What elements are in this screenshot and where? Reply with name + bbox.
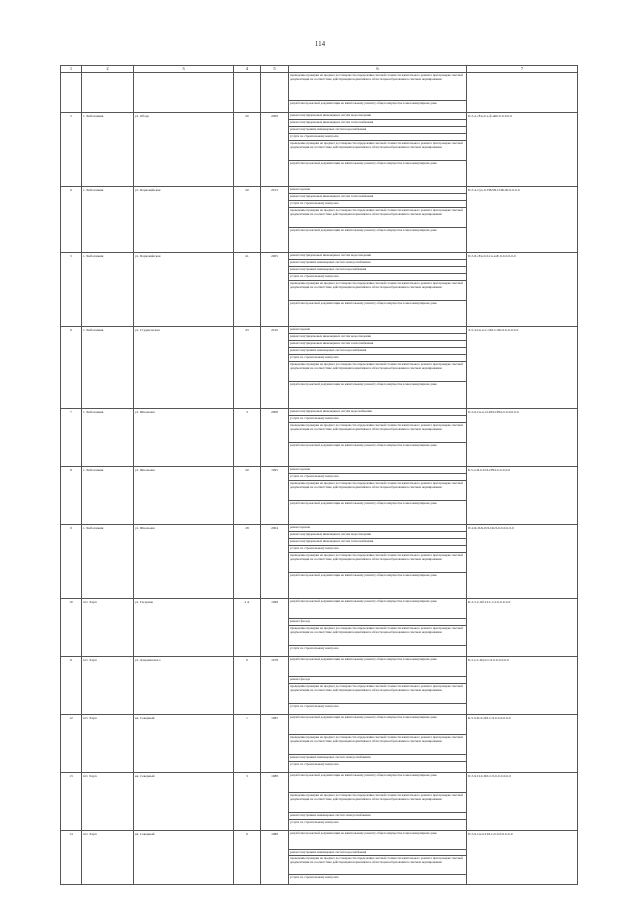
work-item: проведение проверки на предмет достоверности определения сметной стоимости капитального ремонта при проверке сметной документации на соответствие действующим нормативам в области ценообразования в сметном нормировании [289,73,466,101]
code-cell: Б-3-2-С-Щ-0-СЛ-0-0-0-0-0-0 [466,657,577,714]
work-item: разработка проектной документации на капитальному ремонту общего имущества в многоквартирном доме [290,573,437,577]
row-number: 12 [69,716,73,720]
works-cell [288,715,466,772]
work-item: ремонт внутренних инженерных систем электроснабжения [289,813,466,820]
code-cell: К-5-9-П-0-ПЛ-СЛ-0-0-0-0-0-0 [466,715,577,772]
table-row [61,525,577,599]
work-item: ремонт внутридомовых инженерных систем теплоснабжения [289,341,466,348]
house-cell: 20 [233,467,260,524]
table-row [61,409,577,467]
settlement-cell: пгт. Харп [81,599,133,656]
street-cell: ул. Школьная [133,525,233,598]
street-cell: ул. Первомайская [133,253,233,326]
works-cell [288,657,466,714]
work-item: разработка проектной документации на капитальному ремонту общего имущества в многоквартирном доме [289,831,466,850]
header-col-4: 4 [233,66,260,72]
work-item: ремонт внутридомовых инженерных систем водоснабжения [289,409,466,416]
works-cell [288,327,466,408]
house-cell: 6 [233,831,260,884]
street-cell: ул. Школьная [133,409,233,466]
year-cell: 1995 [260,467,288,524]
settlement-cell: пгт. Харп [81,657,133,714]
house-cell: 6 [233,657,260,714]
work-item: услуги по строительному контролю [289,134,466,141]
table-row [61,715,577,773]
work-item: ремонт внутридомовых инженерных систем теплоснабжения [289,120,466,127]
work-item: разработка проектной документации на капитальному ремонту общего имущества в многоквартирном доме [289,599,466,619]
row-number: 10 [69,600,73,604]
settlement-cell: г. Любохмыня [81,409,133,466]
street-cell: ул. Дзержинского [133,657,233,714]
work-item: услуги по строительному контролю [290,875,339,879]
settlement-cell: г. Любохмыня [81,525,133,598]
works-cell [288,409,466,466]
table-header-row [61,66,577,73]
house-cell: 2 А [233,599,260,656]
work-item: услуги по строительному контролю [290,704,339,708]
work-item: проведение проверки на предмет достоверности определения сметной стоимости капитального ремонта при проверке сметной документации на соответствие действующим нормативам в области ценообразования в сметном нормировании [289,481,466,501]
table-row [61,187,577,253]
work-item: разработка проектной документации на капитальному ремонту общего имущества в многоквартирном доме [290,101,437,105]
header-col-3: 3 [133,66,233,72]
house-cell: 1 [233,715,260,772]
work-item: ремонт фасада [289,619,466,626]
code-cell [466,73,577,112]
street-cell: ул. Первомайская [133,187,233,252]
settlement-cell: пгт. Харп [81,715,133,772]
continuation-row [61,73,577,113]
row-number: 7 [70,410,72,414]
work-item: разработка проектной документации на капитальному ремонту общего имущества в многоквартирном доме [290,301,437,305]
header-col-2: 2 [81,66,133,72]
work-item: ремонт кровли [289,327,466,334]
work-item: ремонт внутренних инженерных систем водоснабжения [289,850,466,856]
house-cell: 43 [233,327,260,408]
settlement-cell: г. Любохмыня [81,467,133,524]
table-row [61,773,577,831]
empty-cell [61,73,81,112]
house-cell: 20 [233,113,260,186]
table-row [61,467,577,525]
page-number: 114 [314,40,326,48]
works-cell [288,831,466,884]
year-cell: 1978 [260,657,288,714]
code-cell: Б-5-4-П-0-ПЛ-СВО-0-0-0-0-0 [466,467,577,524]
table-row [61,113,577,187]
street-cell: кв. Северный [133,831,233,884]
work-item: ремонт внутренних инженерных систем электроснабжения [289,755,466,762]
work-item: проведение проверки на предмет достоверности определения сметной стоимости капитального ремонта при проверке сметной документации на соответствие действующим нормативам в области ценообразования в сметном нормировании [289,208,466,228]
work-item: разработка проектной документации на капитальному ремонту общего имущества в многоквартирном доме [289,715,466,735]
work-item: услуги по строительному контролю [290,762,339,766]
work-item: проведение проверки на предмет достоверности определения сметной стоимости капитального ремонта при проверке сметной документации на соответствие действующим нормативам в области ценообразования в сметном нормировании [289,281,466,301]
works-cell [288,113,466,186]
year-cell: 1988 [260,831,288,884]
house-cell: 41 [233,253,260,326]
table-row [61,327,577,409]
work-item: проведение проверки на предмет достоверности определения сметной стоимости капитального ремонта при проверке сметной документации на соответствие действующим нормативам в области ценообразования в сметном нормировании [289,793,466,813]
work-item: услуги по строительному контролю [290,820,339,824]
work-item: услуги по строительному контролю [289,355,466,362]
year-cell: 2004 [260,525,288,598]
street-cell: ул. Студенческая [133,327,233,408]
work-item: ремонт внутренних инженерных систем водоснабжения [289,127,466,134]
code-cell: П-5-8-сЕн-0-0-гн-ааЕ-0-0-0-0-0-0 [466,253,577,326]
works-cell [288,187,466,252]
code-cell: К-3-5-С-Бб-П-С-Сл-0-0-0-0-0 [466,599,577,656]
code-cell: Э-5-4-Сн-п-С-ПЛ-СЛО-0-0-0-0-0-0 [466,327,577,408]
work-item: проведение проверки на предмет достоверности определения сметной стоимости капитального ремонта при проверке сметной документации на соответствие действующим нормативам в области ценообразования в сметном нормировании [289,735,466,755]
header-col-6: 6 [288,66,466,72]
work-item: разработка проектной документации на капитальному ремонту общего имущества в многоквартирном доме [290,161,437,165]
works-cell [288,253,466,326]
work-item: услуги по строительному контролю [289,546,466,553]
code-cell: П-5-2-сЕн-0-л-ф-н00-0-0-0-0-0 [466,113,577,186]
works-cell [288,599,466,656]
street-cell: ул. Школьная [133,467,233,524]
work-item: ремонт внутридомовых инженерных систем водоотведения [289,113,466,120]
work-item: проведение проверки на предмет достоверности определения сметной стоимости капитального ремонта при проверке сметной документации на соответствие действующим нормативам в области ценообразования в сметном нормировании [289,362,466,382]
work-item: ремонт кровли [289,467,466,474]
house-cell: 20 [233,187,260,252]
year-cell: 2008 [260,409,288,466]
code-cell: П-5-9-П-0-ПЛ-СЛ-0-0-0-0-0-0 [466,773,577,830]
works-cell [288,773,466,830]
works-cell [288,467,466,524]
row-number: 14 [69,832,73,836]
row-number: 13 [69,774,73,778]
street-cell: кв. Северный [133,715,233,772]
settlement-cell: г. Любохмыня [81,253,133,326]
code-cell: П-2-Б-П-Б-ПЛ-СКЛ-0-0-0-0-0-0 [466,525,577,598]
work-item: ремонт внутренних инженерных систем электроснабжения [289,260,466,267]
code-cell: П-5-4-Сух-0-УВЛП-СПБ-00-0-0-0-0 [466,187,577,252]
work-item: ремонт фасада [289,677,466,684]
work-item: ремонт внутридомовых инженерных систем водоотведения [289,253,466,260]
house-cell: 3 [233,409,260,466]
table-row [61,253,577,327]
row-number: 5 [70,114,72,118]
row-number: 6 [70,328,72,332]
empty-cell [260,73,288,112]
settlement-cell: г. Любохмыня [81,187,133,252]
work-item: разработка проектной документации на капитальному ремонту общего имущества в многоквартирном доме [290,501,437,505]
work-item: проведение проверки на предмет достоверности определения сметной стоимости капитального ремонта при проверке сметной документации на соответствие действующим нормативам в области ценообразования в сметном нормировании [289,141,466,161]
row-number: 9 [70,526,72,530]
code-cell: П-5-9-Сн-0-ПЛ-СЛ-0-0-0-0-0-0 [466,831,577,884]
work-item: ремонт внутренних инженерных систем водоснабжения [289,267,466,274]
house-cell: 3 [233,773,260,830]
row-number: 8 [70,468,72,472]
code-cell: П-5-6-Сн-п-О-ПИ-СВО-0-0-0-0-0-0 [466,409,577,466]
work-item: разработка проектной документации на капитальному ремонту общего имущества в многоквартирном доме [290,443,437,447]
work-item: разработка проектной документации на капитальному ремонту общего имущества в многоквартирном доме [290,382,437,386]
header-col-7: 7 [466,66,577,72]
street-cell: кв. Северный [133,773,233,830]
empty-cell [133,73,233,112]
settlement-cell: пгт. Харп [81,831,133,884]
header-col-5: 5 [260,66,288,72]
row-number: 5 [70,254,72,258]
work-item: ремонт внутренних инженерных систем водоснабжения [289,348,466,355]
table-row [61,831,577,885]
street-cell: ул. Гагарина [133,599,233,656]
empty-cell [81,73,133,112]
work-item: ремонт внутридомовых инженерных систем теплоснабжения [289,194,466,201]
row-number: 6 [70,188,72,192]
settlement-cell: г. Любохмыня [81,327,133,408]
work-item: проведение проверки на предмет достоверности определения сметной стоимости капитального ремонта при проверке сметной документации на соответствие действующим нормативам в области ценообразования в сметном нормировании [289,553,466,573]
year-cell: 1988 [260,773,288,830]
work-item: услуги по строительному контролю [290,646,339,650]
works-cell [288,525,466,598]
table-row [61,657,577,715]
header-col-1: 1 [69,66,73,71]
table-row [61,599,577,657]
year-cell: 2005 [260,253,288,326]
work-item: проведение проверки на предмет достоверности определения сметной стоимости капитального ремонта при проверке сметной документации на соответствие действующим нормативам в области ценообразования в сметном нормировании [289,626,466,646]
repair-plan-table [60,65,578,885]
work-item: ремонт внутридомовых инженерных систем теплоснабжения [289,539,466,546]
works-cell [288,73,466,112]
year-cell: 1985 [260,715,288,772]
work-item: ремонт кровли [289,187,466,194]
work-item: разработка проектной документации на капитальному ремонту общего имущества в многоквартирном доме [289,773,466,793]
settlement-cell: пгт. Харп [81,773,133,830]
work-item: разработка проектной документации на капитальному ремонту общего имущества в многоквартирном доме [289,657,466,677]
work-item: услуги по строительному контролю [289,274,466,281]
work-item: разработка проектной документации на капитальному ремонту общего имущества в многоквартирном доме [290,228,437,232]
work-item: услуги по строительному контролю [289,474,466,481]
work-item: услуги по строительному контролю [289,201,466,208]
row-number: 11 [69,658,73,662]
empty-cell [233,73,260,112]
house-cell: 28 [233,525,260,598]
street-cell: ул. Обода [133,113,233,186]
work-item: проведение проверки на предмет достоверности определения сметной стоимости капитального ремонта при проверке сметной документации на соответствие действующим нормативам в области ценообразования в сметном нормировании [289,684,466,704]
work-item: проведение проверки на предмет достоверности определения сметной стоимости капитального ремонта при проверке сметной документации на соответствие действующим нормативам в области ценообразования в сметном нормировании [289,423,466,443]
year-cell: 2009 [260,113,288,186]
year-cell: 1998 [260,599,288,656]
work-item: ремонт внутридомовых инженерных систем водоотведения [289,334,466,341]
year-cell: 2010 [260,327,288,408]
work-item: услуги по строительному контролю [289,416,466,423]
work-item: проведение проверки на предмет достоверности определения сметной стоимости капитального ремонта при проверке сметной документации на соответствие действующим нормативам в области ценообразования в сметном нормировании [289,856,466,875]
work-item: ремонт внутридомовых инженерных систем водоотведения [289,532,466,539]
year-cell: 2013 [260,187,288,252]
settlement-cell: г. Любохмыня [81,113,133,186]
work-item: ремонт кровли [289,525,466,532]
